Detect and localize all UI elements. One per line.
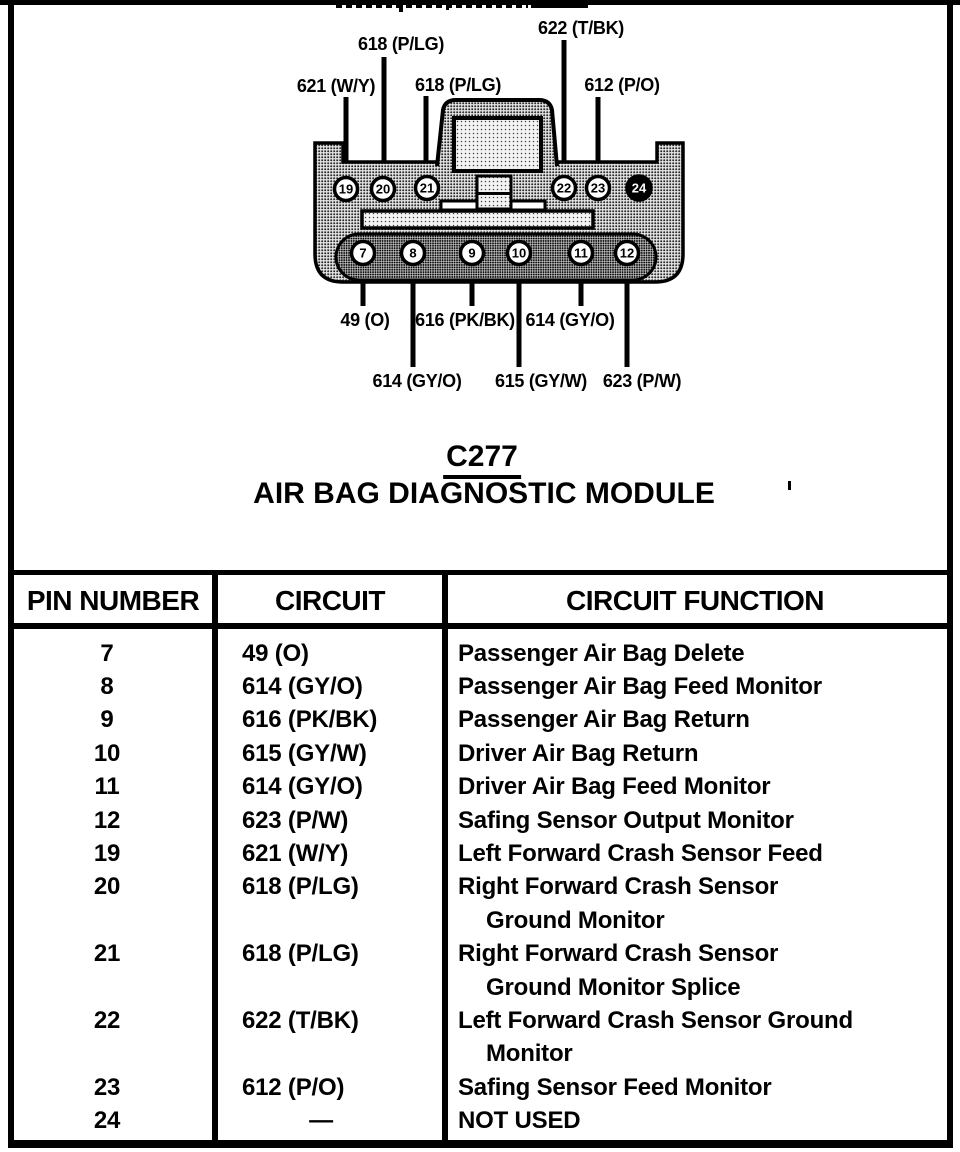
wire-label-pin-20: 618 (P/LG) xyxy=(357,34,445,54)
cell-circuit-function: Safing Sensor Output Monitor xyxy=(458,806,794,834)
cell-circuit-function: Driver Air Bag Return xyxy=(458,739,699,767)
diagram-title: AIR BAG DIAGNOSTIC MODULE xyxy=(253,477,715,510)
cell-circuit-function: Ground Monitor xyxy=(486,906,665,934)
cell-circuit-function: Passenger Air Bag Feed Monitor xyxy=(458,673,822,701)
latch-window xyxy=(454,118,541,171)
wire-label-pin-8: 614 (GY/O) xyxy=(372,371,462,391)
cell-pin-number: 9 xyxy=(100,706,114,734)
table-row-line xyxy=(14,971,947,1004)
cell-pin-number: 12 xyxy=(93,806,121,834)
wire-label-pin-9: 616 (PK/BK) xyxy=(415,310,515,330)
table-row-line xyxy=(14,670,947,703)
table-header-separator xyxy=(8,623,953,629)
cell-circuit: 612 (P/O) xyxy=(242,1073,345,1101)
cell-circuit: 622 (T/BK) xyxy=(242,1006,359,1034)
cell-circuit: 614 (GY/O) xyxy=(242,673,363,701)
cell-circuit: 614 (GY/O) xyxy=(242,773,363,801)
table-top-border xyxy=(8,570,953,575)
connector-id: C277 xyxy=(443,440,521,479)
table-row-line xyxy=(14,1004,947,1037)
header-circuit: CIRCUIT xyxy=(274,585,386,616)
pin-table-body xyxy=(14,637,947,1138)
pin-24-number: 24 xyxy=(631,180,647,196)
cell-pin-number: 20 xyxy=(93,873,121,901)
wire-label-pin-21: 618 (P/LG) xyxy=(414,75,502,95)
table-row-line xyxy=(14,1038,947,1071)
cell-circuit-function: Left Forward Crash Sensor Ground xyxy=(458,1006,853,1034)
cell-pin-number: 24 xyxy=(93,1107,121,1135)
scan-noise xyxy=(788,481,791,490)
table-row-line xyxy=(14,804,947,837)
pin-9-number: 9 xyxy=(468,245,476,261)
table-row-line xyxy=(14,871,947,904)
cell-circuit-function: Passenger Air Bag Delete xyxy=(458,639,745,667)
cell-circuit-function: Monitor xyxy=(486,1040,573,1068)
cell-circuit-function: Driver Air Bag Feed Monitor xyxy=(458,773,771,801)
cell-pin-number: 19 xyxy=(93,840,121,868)
cell-pin-number: 23 xyxy=(93,1073,121,1101)
pin-7-number: 7 xyxy=(359,245,367,261)
pin-23-number: 23 xyxy=(590,180,606,196)
cell-circuit-function: NOT USED xyxy=(458,1107,581,1135)
connector-diagram xyxy=(0,0,960,430)
pin-12-number: 12 xyxy=(619,245,635,261)
cell-pin-number: 22 xyxy=(93,1006,121,1034)
wire-label-pin-23: 612 (P/O) xyxy=(584,75,660,95)
cell-circuit-function: Safing Sensor Feed Monitor xyxy=(458,1073,772,1101)
bottom-pin-band xyxy=(336,234,656,280)
header-pin-number: PIN NUMBER xyxy=(26,585,200,616)
wire-label-pin-10: 615 (GY/W) xyxy=(494,371,588,391)
cell-circuit: 623 (P/W) xyxy=(242,806,349,834)
cell-pin-number: 21 xyxy=(93,940,121,968)
table-row-line xyxy=(14,938,947,971)
terminal-bar xyxy=(362,211,593,228)
cell-circuit: 621 (W/Y) xyxy=(242,840,349,868)
cell-circuit-function: Right Forward Crash Sensor xyxy=(458,940,779,968)
header-circuit-function: CIRCUIT FUNCTION xyxy=(566,585,824,616)
cell-pin-number: 7 xyxy=(100,639,114,667)
cell-circuit: 49 (O) xyxy=(242,639,309,667)
table-row-line xyxy=(14,737,947,770)
table-row-line xyxy=(14,904,947,937)
table-row-line xyxy=(14,837,947,870)
cell-pin-number: 8 xyxy=(100,673,114,701)
cell-circuit: 618 (P/LG) xyxy=(242,940,359,968)
cell-circuit: 616 (PK/BK) xyxy=(242,706,378,734)
key-ledge-left xyxy=(441,201,477,210)
cell-circuit-function: Left Forward Crash Sensor Feed xyxy=(458,840,823,868)
wire-label-pin-11: 614 (GY/O) xyxy=(525,310,615,330)
pin-10-number: 10 xyxy=(511,245,527,261)
cell-circuit: — xyxy=(309,1107,333,1135)
cell-pin-number: 11 xyxy=(94,773,120,801)
table-row-line xyxy=(14,704,947,737)
table-row-line xyxy=(14,1104,947,1137)
cell-pin-number: 10 xyxy=(93,739,121,767)
pin-11-number: 11 xyxy=(574,245,588,261)
wire-label-pin-7: 49 (O) xyxy=(340,310,390,330)
cell-circuit-function: Ground Monitor Splice xyxy=(486,973,741,1001)
wire-label-pin-22: 622 (T/BK) xyxy=(537,18,625,38)
wire-label-pin-12: 623 (P/W) xyxy=(602,371,682,391)
cell-circuit-function: Right Forward Crash Sensor xyxy=(458,873,779,901)
pin-19-number: 19 xyxy=(338,181,354,197)
cell-circuit: 618 (P/LG) xyxy=(242,873,359,901)
wire-label-pin-19: 621 (W/Y) xyxy=(296,76,376,96)
cell-circuit-function: Passenger Air Bag Return xyxy=(458,706,750,734)
table-row-line xyxy=(14,637,947,670)
table-row-line xyxy=(14,1071,947,1104)
pin-22-number: 22 xyxy=(556,180,572,196)
cell-circuit: 615 (GY/W) xyxy=(242,739,367,767)
pin-8-number: 8 xyxy=(409,245,417,261)
pin-21-number: 21 xyxy=(419,180,435,196)
table-row-line xyxy=(14,771,947,804)
key-ledge-right xyxy=(511,201,545,210)
pin-20-number: 20 xyxy=(375,181,391,197)
